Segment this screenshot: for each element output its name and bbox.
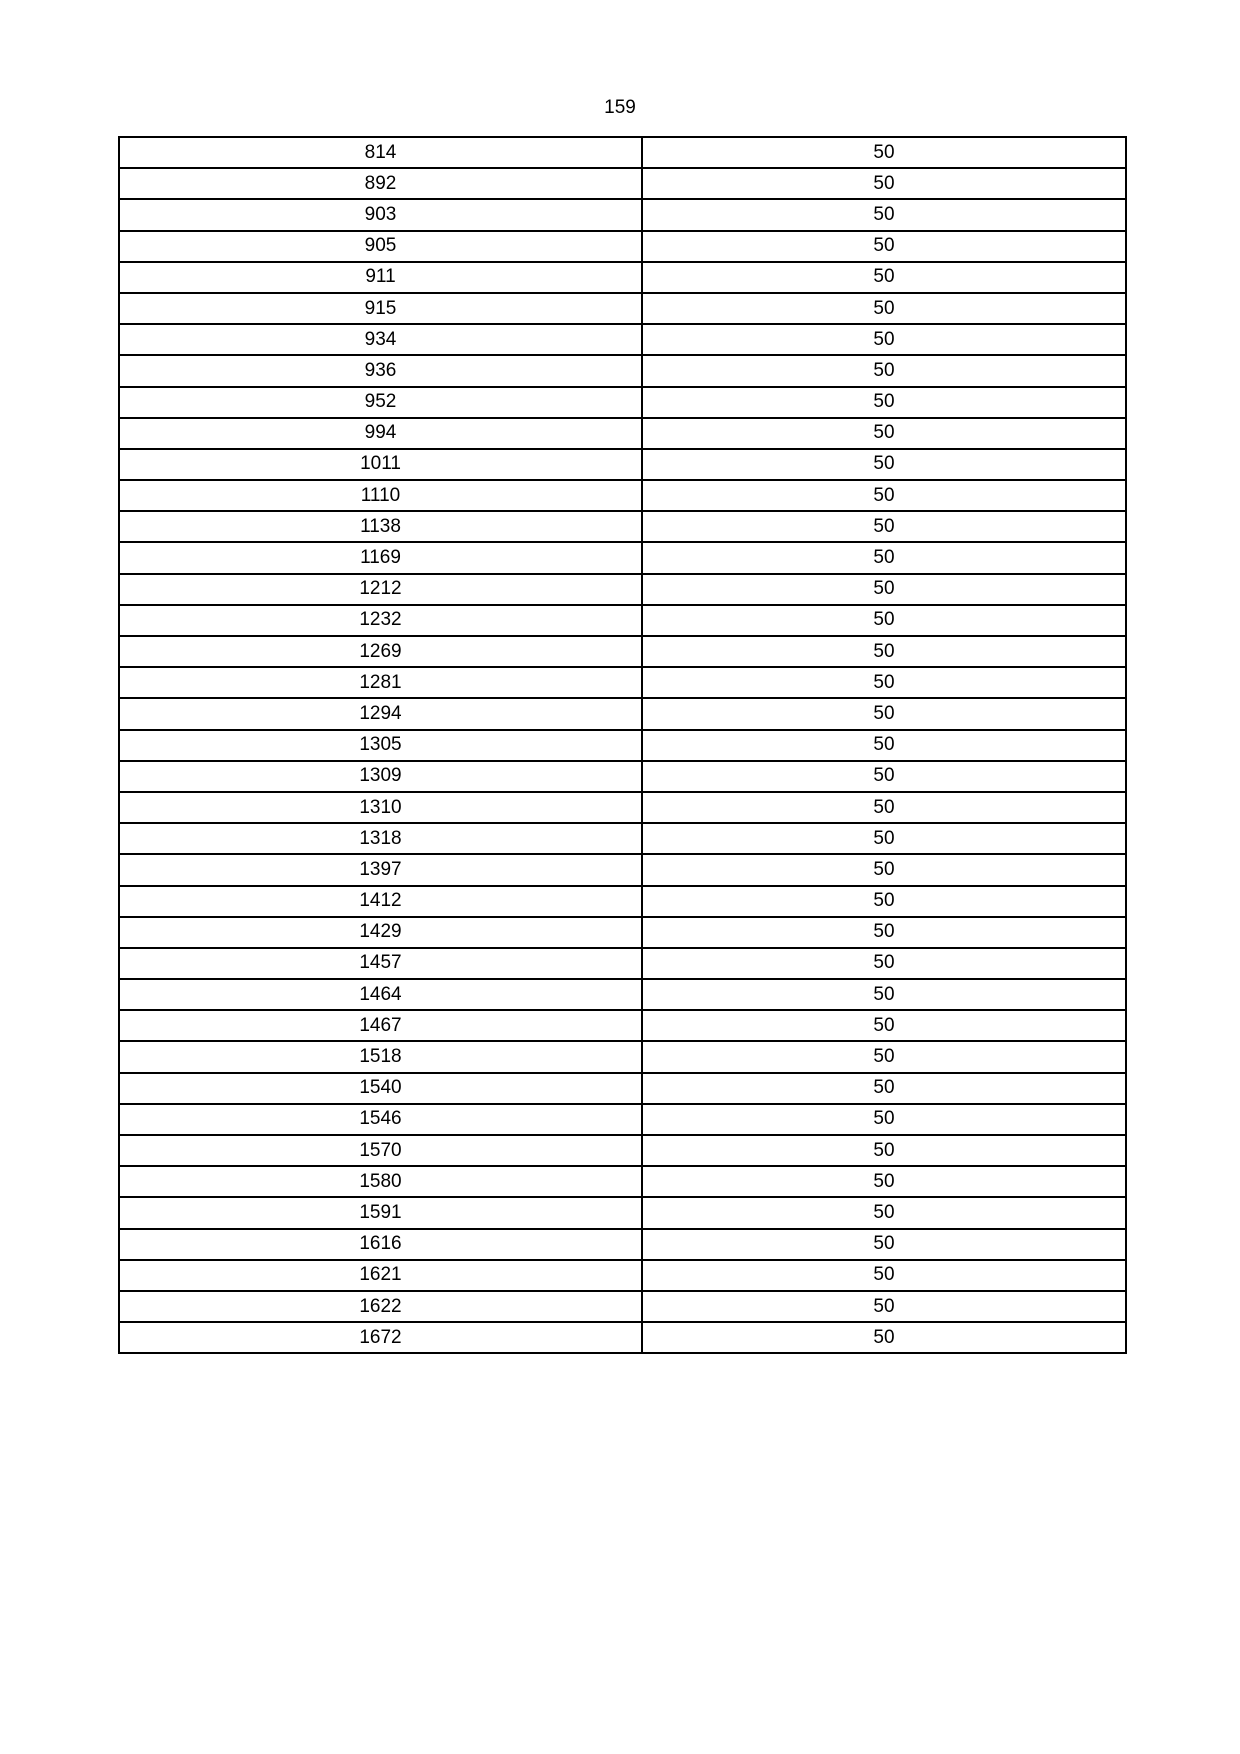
data-table [118, 136, 1127, 1354]
table-cell-value: 50 [642, 917, 1126, 948]
table-cell-number: 905 [119, 231, 642, 262]
table-cell-value: 50 [642, 355, 1126, 386]
table-row [119, 979, 1126, 1010]
table-cell-number: 1591 [119, 1197, 642, 1228]
table-cell-number: 934 [119, 324, 642, 355]
table-row [119, 792, 1126, 823]
table-row [119, 418, 1126, 449]
table-row [119, 542, 1126, 573]
table-cell-number: 1169 [119, 542, 642, 573]
table-cell-number: 1546 [119, 1104, 642, 1135]
table-cell-value: 50 [642, 199, 1126, 230]
table-row [119, 761, 1126, 792]
table-cell-value: 50 [642, 449, 1126, 480]
table-cell-value: 50 [642, 667, 1126, 698]
table-row [119, 1073, 1126, 1104]
table-cell-value: 50 [642, 1197, 1126, 1228]
table-cell-number: 952 [119, 387, 642, 418]
table-cell-value: 50 [642, 1073, 1126, 1104]
table-cell-number: 915 [119, 293, 642, 324]
table-cell-value: 50 [642, 324, 1126, 355]
table-cell-number: 1616 [119, 1229, 642, 1260]
table-cell-number: 1518 [119, 1041, 642, 1072]
table-cell-value: 50 [642, 1104, 1126, 1135]
table-cell-value: 50 [642, 542, 1126, 573]
table-row [119, 1166, 1126, 1197]
table-cell-number: 1467 [119, 1010, 642, 1041]
table-cell-number: 1397 [119, 854, 642, 885]
table-cell-value: 50 [642, 418, 1126, 449]
table-row [119, 293, 1126, 324]
table-cell-value: 50 [642, 854, 1126, 885]
table-row [119, 605, 1126, 636]
table-cell-number: 892 [119, 168, 642, 199]
page-number: 159 [604, 97, 636, 118]
table-cell-value: 50 [642, 480, 1126, 511]
table-cell-value: 50 [642, 1135, 1126, 1166]
table-cell-number: 911 [119, 262, 642, 293]
table-cell-value: 50 [642, 792, 1126, 823]
table-cell-value: 50 [642, 979, 1126, 1010]
table-row [119, 854, 1126, 885]
table-cell-value: 50 [642, 1291, 1126, 1322]
table-cell-number: 1110 [119, 480, 642, 511]
table-row [119, 948, 1126, 979]
table-cell-number: 1412 [119, 886, 642, 917]
table-row [119, 262, 1126, 293]
table-cell-number: 1318 [119, 823, 642, 854]
table-cell-number: 1580 [119, 1166, 642, 1197]
table-cell-value: 50 [642, 886, 1126, 917]
table-cell-number: 1464 [119, 979, 642, 1010]
table-row [119, 511, 1126, 542]
table-cell-value: 50 [642, 761, 1126, 792]
table-row [119, 1135, 1126, 1166]
table-cell-value: 50 [642, 1322, 1126, 1353]
table-row [119, 387, 1126, 418]
table-cell-value: 50 [642, 1229, 1126, 1260]
table-row [119, 355, 1126, 386]
table-cell-value: 50 [642, 231, 1126, 262]
table-row [119, 1260, 1126, 1291]
table-cell-value: 50 [642, 823, 1126, 854]
table-cell-value: 50 [642, 137, 1126, 168]
table-row [119, 1291, 1126, 1322]
table-row [119, 1104, 1126, 1135]
table-row [119, 823, 1126, 854]
table-row [119, 480, 1126, 511]
table-cell-number: 1429 [119, 917, 642, 948]
table-cell-number: 1305 [119, 730, 642, 761]
table-cell-number: 1232 [119, 605, 642, 636]
table-cell-value: 50 [642, 387, 1126, 418]
table-cell-number: 1457 [119, 948, 642, 979]
table-cell-value: 50 [642, 1260, 1126, 1291]
table-cell-number: 1269 [119, 636, 642, 667]
table-row [119, 231, 1126, 262]
table-cell-number: 1281 [119, 667, 642, 698]
table-row [119, 886, 1126, 917]
table-cell-number: 1621 [119, 1260, 642, 1291]
table-cell-number: 994 [119, 418, 642, 449]
table-row [119, 917, 1126, 948]
table-row [119, 199, 1126, 230]
table-cell-value: 50 [642, 574, 1126, 605]
table-row [119, 1010, 1126, 1041]
table-row [119, 730, 1126, 761]
table-cell-value: 50 [642, 293, 1126, 324]
table-row [119, 698, 1126, 729]
table-cell-number: 1622 [119, 1291, 642, 1322]
table-row [119, 1229, 1126, 1260]
table-row [119, 449, 1126, 480]
table-cell-value: 50 [642, 948, 1126, 979]
table-cell-number: 1540 [119, 1073, 642, 1104]
table-cell-value: 50 [642, 605, 1126, 636]
table-cell-number: 814 [119, 137, 642, 168]
table-cell-value: 50 [642, 730, 1126, 761]
table-cell-number: 1309 [119, 761, 642, 792]
table-cell-number: 1011 [119, 449, 642, 480]
table-row [119, 168, 1126, 199]
table-cell-number: 1672 [119, 1322, 642, 1353]
table-cell-number: 903 [119, 199, 642, 230]
table-cell-number: 936 [119, 355, 642, 386]
table-row [119, 324, 1126, 355]
table-cell-value: 50 [642, 168, 1126, 199]
table-cell-number: 1294 [119, 698, 642, 729]
table-row [119, 1197, 1126, 1228]
table-body [119, 137, 1126, 1353]
table-row [119, 137, 1126, 168]
table-row [119, 667, 1126, 698]
table-cell-value: 50 [642, 511, 1126, 542]
table-cell-value: 50 [642, 1166, 1126, 1197]
table-cell-value: 50 [642, 1010, 1126, 1041]
table-cell-number: 1570 [119, 1135, 642, 1166]
table-row [119, 636, 1126, 667]
table-cell-value: 50 [642, 636, 1126, 667]
table-cell-value: 50 [642, 698, 1126, 729]
table-row [119, 1041, 1126, 1072]
table-cell-number: 1310 [119, 792, 642, 823]
table-cell-number: 1212 [119, 574, 642, 605]
table-cell-value: 50 [642, 262, 1126, 293]
table-cell-value: 50 [642, 1041, 1126, 1072]
table-cell-number: 1138 [119, 511, 642, 542]
table-row [119, 574, 1126, 605]
table-row [119, 1322, 1126, 1353]
